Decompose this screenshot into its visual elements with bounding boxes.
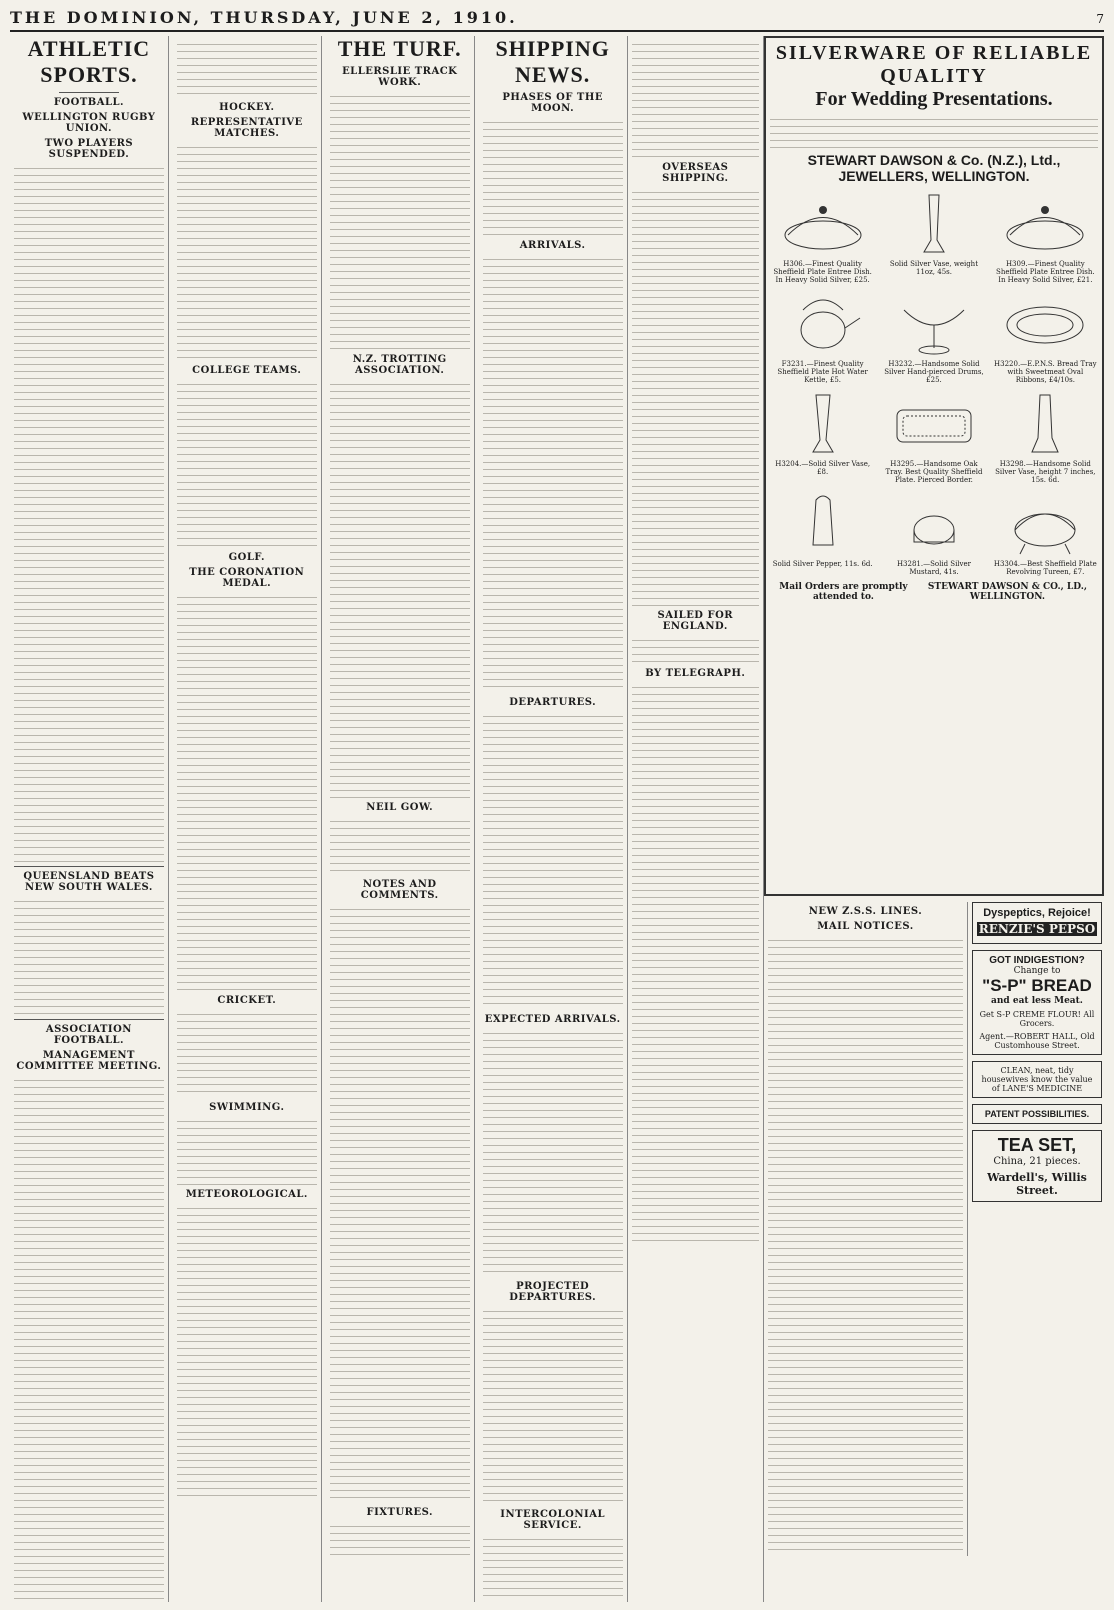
column-turf [326, 36, 475, 1602]
article-body [483, 116, 623, 236]
agent-text: Agent.—ROBERT HALL, Old Customhouse Street. [979, 1032, 1095, 1050]
golf-heading: GOLF. [228, 552, 265, 563]
article-body [632, 681, 759, 1241]
item-bread-tray: H3220.—E.P.N.S. Bread Tray with Sweetmeat Oval Ribbons, £4/10s. [993, 290, 1098, 384]
bread-ad [972, 950, 1102, 1055]
shipping-heading: SHIPPING NEWS. [495, 36, 610, 87]
fixtures-heading: FIXTURES. [366, 1507, 433, 1518]
cricket-heading: CRICKET. [217, 995, 277, 1006]
notes-heading: NOTES AND COMMENTS. [360, 879, 439, 901]
article-body [177, 1008, 317, 1098]
overseas-heading: OVERSEAS SHIPPING. [662, 162, 729, 184]
renzie-title: RENZIE'S PEPSO [978, 922, 1096, 936]
column-right [632, 36, 1104, 1602]
article-body [768, 934, 963, 1554]
article-body [632, 38, 759, 158]
divider [14, 866, 164, 867]
column-sports [10, 36, 169, 1602]
dyspeptics-ad [972, 902, 1102, 944]
pepper-pot-icon [778, 490, 868, 560]
expected-heading: EXPECTED ARRIVALS. [484, 1014, 621, 1025]
item-vase: Solid Silver Vase, weight 11oz, 45s. [881, 190, 986, 284]
article-body [483, 1533, 623, 1602]
article-body [483, 1305, 623, 1505]
divider [14, 1019, 164, 1020]
turf-heading: THE TURF. [337, 36, 462, 61]
article-body [330, 815, 470, 875]
china-text: China, 21 pieces. [993, 1156, 1081, 1167]
item-vase-2: H3204.—Solid Silver Vase, £8. [770, 390, 875, 484]
tray-icon [1000, 290, 1090, 360]
item-kettle: F3231.—Finest Quality Sheffield Plate Hot Water Kettle, £5. [770, 290, 875, 384]
column-mail [768, 902, 968, 1556]
ad-subtitle: For Wedding Presentations. [815, 88, 1053, 110]
coronation-heading: THE CORONATION MEDAL. [189, 567, 305, 589]
item-drums: H3232.—Handsome Solid Silver Hand-pierced Drums, £25. [881, 290, 986, 384]
intercolonial-heading: INTERCOLONIAL SERVICE. [500, 1509, 605, 1531]
item-mustard: H3281.—Solid Silver Mustard, 41s. [881, 490, 986, 576]
assoc-heading: ASSOCIATION FOOTBALL. [45, 1024, 132, 1046]
departures-heading: DEPARTURES. [509, 697, 597, 708]
column-hockey [173, 36, 322, 1602]
change-text: Change to [1013, 966, 1061, 976]
ellerslie-heading: ELLERSLIE TRACK WORK. [342, 66, 458, 88]
vase-icon [1000, 390, 1090, 460]
ads-area [768, 36, 1104, 1602]
item-entree-dish: H306.—Finest Quality Sheffield Plate Entree Dish. In Heavy Solid Silver, £25. [770, 190, 875, 284]
sports-heading: ATHLETIC SPORTS. [27, 36, 151, 87]
meteo-heading: METEOROLOGICAL. [185, 1189, 308, 1200]
article-body [330, 1520, 470, 1560]
mustard-pot-icon [889, 490, 979, 560]
college-heading: COLLEGE TEAMS. [192, 365, 302, 376]
vase-icon [889, 190, 979, 260]
page-number: 7 [1096, 12, 1104, 26]
masthead [10, 8, 1104, 32]
lower-ads [768, 902, 1104, 1556]
patent-ad [972, 1104, 1102, 1124]
item-oak-tray: H3295.—Handsome Oak Tray. Best Quality Sheffield Plate. Pierced Border. [881, 390, 986, 484]
vase-icon [778, 390, 868, 460]
bowl-icon [889, 290, 979, 360]
article-body [177, 1202, 317, 1502]
article-body [177, 591, 317, 991]
article-body [632, 634, 759, 664]
tea-set-ad [972, 1130, 1102, 1202]
wardell-text: Wardell's, Willis Street. [987, 1171, 1087, 1197]
article-body [330, 378, 470, 798]
eatless-text: and eat less Meat. [991, 996, 1083, 1006]
silverware-ad [764, 36, 1104, 896]
tea-title: TEA SET, [997, 1135, 1077, 1155]
column-shipping [479, 36, 628, 1602]
ad-footer [770, 582, 1098, 602]
article-body [483, 710, 623, 1010]
hockey-heading: HOCKEY. [219, 102, 275, 113]
sailed-heading: SAILED FOR ENGLAND. [657, 610, 734, 632]
article-body [14, 1074, 164, 1602]
tray-icon [889, 390, 979, 460]
nzss-heading: NEW Z.S.S. LINES. [808, 906, 923, 917]
entree-dish-icon [778, 190, 868, 260]
divider [59, 92, 119, 93]
item-entree-dish-2: H309.—Finest Quality Sheffield Plate Entree Dish. In Heavy Solid Silver, £21. [993, 190, 1098, 284]
article-body [14, 162, 164, 862]
suspended-heading: TWO PLAYERS SUSPENDED. [44, 138, 134, 160]
column-overseas [632, 36, 764, 1602]
clean-text: CLEAN, neat, tidy housewives know the value of LANE'S MEDICINE [981, 1066, 1093, 1093]
article-body [632, 186, 759, 606]
kettle-icon [778, 290, 868, 360]
neil-heading: NEIL GOW. [366, 802, 434, 813]
article-body [330, 90, 470, 350]
entree-dish-icon [1000, 190, 1090, 260]
projected-heading: PROJECTED DEPARTURES. [509, 1281, 597, 1303]
arrivals-heading: ARRIVALS. [519, 240, 586, 251]
silver-items [770, 190, 1098, 576]
article-body [177, 1115, 317, 1185]
ad-firm: STEWART DAWSON & Co. (N.Z.), Ltd., JEWELLERS, WELLINGTON. [807, 152, 1061, 184]
item-pepper: Solid Silver Pepper, 11s. 6d. [770, 490, 875, 576]
telegraph-heading: BY TELEGRAPH. [645, 668, 746, 679]
patent-title: PATENT POSSIBILITIES. [984, 1109, 1090, 1119]
article-body [483, 253, 623, 693]
columns [10, 36, 1104, 1602]
swimming-heading: SWIMMING. [209, 1102, 285, 1113]
football-heading: FOOTBALL. [53, 97, 125, 108]
union-heading: WELLINGTON RUGBY UNION. [22, 112, 156, 134]
dyspeptics-title: Dyspeptics, Rejoice! [983, 907, 1091, 919]
article-body [177, 378, 317, 548]
grocers-text: Get S-P CREME FLOUR! All Grocers. [979, 1010, 1095, 1028]
masthead-title: THE DOMINION, THURSDAY, JUNE 2, 1910. [10, 8, 518, 27]
mgmt-heading: MANAGEMENT COMMITTEE MEETING. [16, 1050, 162, 1072]
phases-heading: PHASES OF THE MOON. [502, 92, 603, 114]
article-body [177, 141, 317, 361]
queensland-heading: QUEENSLAND BEATS NEW SOUTH WALES. [23, 871, 155, 893]
column-small-ads [972, 902, 1102, 1556]
mail-heading: MAIL NOTICES. [817, 921, 914, 932]
item-tureen: H3304.—Best Sheffield Plate Revolving Tureen, £7. [993, 490, 1098, 576]
ad-body [770, 113, 1098, 149]
item-vase-3: H3298.—Handsome Solid Silver Vase, height 7 inches, 15s. 6d. [993, 390, 1098, 484]
mail-orders-note: Mail Orders are promptly attended to. [779, 582, 908, 602]
trotting-heading: N.Z. TROTTING ASSOCIATION. [352, 354, 447, 376]
tureen-icon [1000, 490, 1090, 560]
firm-address: STEWART DAWSON & CO., LD., WELLINGTON. [927, 582, 1087, 602]
article-body [177, 38, 317, 98]
indigestion-title: GOT INDIGESTION? [989, 955, 1085, 966]
article-body [14, 895, 164, 1015]
ad-title: SILVERWARE OF RELIABLE QUALITY [775, 42, 1093, 87]
rep-heading: REPRESENTATIVE MATCHES. [190, 117, 303, 139]
article-body [483, 1027, 623, 1277]
article-body [330, 903, 470, 1503]
bread-title: "S-P" BREAD [982, 976, 1092, 995]
lanes-ad [972, 1061, 1102, 1098]
